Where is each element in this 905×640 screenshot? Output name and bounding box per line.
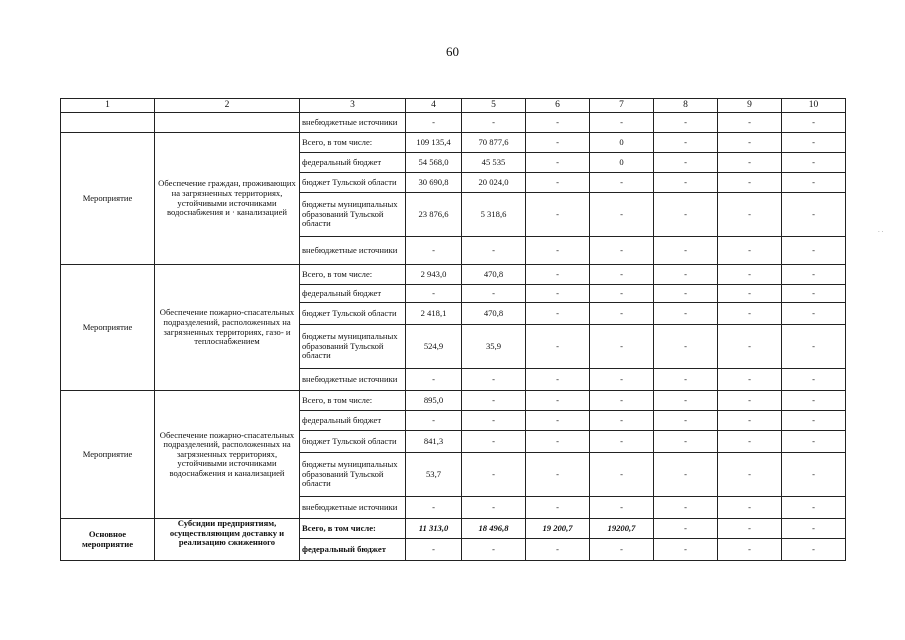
value-cell: - xyxy=(718,173,782,193)
value-cell: - xyxy=(718,431,782,453)
value-cell: - xyxy=(526,411,590,431)
header-row xyxy=(61,99,846,113)
activity-description-cell: Обеспечение пожарно-спасательных подразделений, расположенных на загрязненных территориях, газо- и теплоснабжением xyxy=(155,265,300,391)
value-cell: - xyxy=(590,369,654,391)
value-cell: - xyxy=(654,133,718,153)
activity-type-cell: Мероприятие xyxy=(61,265,155,391)
value-cell: - xyxy=(718,193,782,237)
value-cell: - xyxy=(526,193,590,237)
value-cell: - xyxy=(654,153,718,173)
value-cell: - xyxy=(590,497,654,519)
value-cell: - xyxy=(782,237,846,265)
header-cell: 2 xyxy=(155,99,300,113)
value-cell: - xyxy=(718,369,782,391)
value-cell: - xyxy=(526,539,590,561)
value-cell: - xyxy=(526,453,590,497)
table-row xyxy=(61,133,846,153)
value-cell: - xyxy=(654,237,718,265)
value-cell: 11 313,0 xyxy=(406,519,462,539)
value-cell: - xyxy=(526,237,590,265)
value-cell: - xyxy=(462,497,526,519)
value-cell: - xyxy=(526,173,590,193)
value-cell: 524,9 xyxy=(406,325,462,369)
value-cell: - xyxy=(718,113,782,133)
value-cell: - xyxy=(654,369,718,391)
value-cell: 70 877,6 xyxy=(462,133,526,153)
value-cell: - xyxy=(590,391,654,411)
table-body xyxy=(61,99,846,561)
value-cell: - xyxy=(654,391,718,411)
value-cell: 2 943,0 xyxy=(406,265,462,285)
source-cell: Всего, в том числе: xyxy=(300,391,406,411)
value-cell: 841,3 xyxy=(406,431,462,453)
value-cell: - xyxy=(782,173,846,193)
value-cell: - xyxy=(782,369,846,391)
value-cell: 2 418,1 xyxy=(406,303,462,325)
value-cell: - xyxy=(718,237,782,265)
value-cell: 53,7 xyxy=(406,453,462,497)
value-cell: - xyxy=(782,113,846,133)
source-cell: федеральный бюджет xyxy=(300,539,406,561)
value-cell: - xyxy=(782,453,846,497)
value-cell: 470,8 xyxy=(462,265,526,285)
value-cell: 18 496,8 xyxy=(462,519,526,539)
value-cell: - xyxy=(406,539,462,561)
value-cell: - xyxy=(654,497,718,519)
value-cell: - xyxy=(782,391,846,411)
value-cell: 19 200,7 xyxy=(526,519,590,539)
value-cell: - xyxy=(718,285,782,303)
value-cell: - xyxy=(782,193,846,237)
header-cell: 3 xyxy=(300,99,406,113)
value-cell: - xyxy=(590,431,654,453)
value-cell: - xyxy=(782,265,846,285)
value-cell: - xyxy=(718,497,782,519)
value-cell: 30 690,8 xyxy=(406,173,462,193)
value-cell: 23 876,6 xyxy=(406,193,462,237)
value-cell: - xyxy=(654,193,718,237)
value-cell: - xyxy=(782,285,846,303)
value-cell: - xyxy=(654,113,718,133)
value-cell: - xyxy=(462,539,526,561)
header-cell: 4 xyxy=(406,99,462,113)
value-cell: - xyxy=(718,153,782,173)
activity-description-cell: Обеспечение пожарно-спасательных подразделений, расположенных на загрязненных территориях, устойчивыми источниками водоснабжения и канализацией xyxy=(155,391,300,519)
value-cell: - xyxy=(590,193,654,237)
value-cell: - xyxy=(654,325,718,369)
source-cell: федеральный бюджет xyxy=(300,153,406,173)
table-row xyxy=(61,391,846,411)
budget-table xyxy=(60,98,846,561)
source-cell: бюджет Тульской области xyxy=(300,431,406,453)
value-cell: - xyxy=(590,173,654,193)
activity-type-cell: Мероприятие xyxy=(61,133,155,265)
value-cell: 19200,7 xyxy=(590,519,654,539)
header-cell: 9 xyxy=(718,99,782,113)
value-cell: - xyxy=(462,391,526,411)
value-cell: 0 xyxy=(590,133,654,153)
value-cell: - xyxy=(526,265,590,285)
value-cell: - xyxy=(654,519,718,539)
value-cell: - xyxy=(526,113,590,133)
empty-cell xyxy=(155,113,300,133)
value-cell: - xyxy=(462,411,526,431)
value-cell: 35,9 xyxy=(462,325,526,369)
value-cell: - xyxy=(526,325,590,369)
source-cell: бюджеты муниципальных образований Тульской области xyxy=(300,325,406,369)
value-cell: - xyxy=(462,369,526,391)
header-cell: 1 xyxy=(61,99,155,113)
source-cell: Всего, в том числе: xyxy=(300,133,406,153)
value-cell: - xyxy=(654,303,718,325)
activity-type-cell: Основное мероприятие xyxy=(61,519,155,561)
value-cell: - xyxy=(782,153,846,173)
value-cell: - xyxy=(718,539,782,561)
value-cell: - xyxy=(462,285,526,303)
value-cell: - xyxy=(526,497,590,519)
value-cell: - xyxy=(718,453,782,497)
value-cell: - xyxy=(782,303,846,325)
value-cell: - xyxy=(526,431,590,453)
value-cell: - xyxy=(590,539,654,561)
value-cell: - xyxy=(406,369,462,391)
activity-description-cell: Субсидии предприятиям, осуществляющим доставку и реализацию сжиженного xyxy=(155,519,300,561)
value-cell: - xyxy=(462,431,526,453)
value-cell: - xyxy=(406,411,462,431)
value-cell: - xyxy=(590,411,654,431)
value-cell: - xyxy=(718,519,782,539)
table-row xyxy=(61,519,846,539)
value-cell: - xyxy=(590,453,654,497)
value-cell: - xyxy=(782,519,846,539)
value-cell: - xyxy=(462,113,526,133)
value-cell: 45 535 xyxy=(462,153,526,173)
value-cell: - xyxy=(526,285,590,303)
source-cell: бюджеты муниципальных образований Тульской области xyxy=(300,193,406,237)
value-cell: - xyxy=(590,303,654,325)
value-cell: - xyxy=(654,265,718,285)
value-cell: - xyxy=(590,113,654,133)
header-cell: 6 xyxy=(526,99,590,113)
source-cell: внебюджетные источники xyxy=(300,237,406,265)
value-cell: 5 318,6 xyxy=(462,193,526,237)
header-cell: 8 xyxy=(654,99,718,113)
activity-type-cell: Мероприятие xyxy=(61,391,155,519)
value-cell: - xyxy=(590,285,654,303)
value-cell: - xyxy=(718,411,782,431)
value-cell: - xyxy=(406,113,462,133)
table-row xyxy=(61,265,846,285)
source-cell: федеральный бюджет xyxy=(300,411,406,431)
value-cell: 470,8 xyxy=(462,303,526,325)
value-cell: - xyxy=(654,285,718,303)
source-cell: федеральный бюджет xyxy=(300,285,406,303)
value-cell: - xyxy=(406,237,462,265)
value-cell: - xyxy=(782,431,846,453)
source-cell: Всего, в том числе: xyxy=(300,265,406,285)
value-cell: 109 135,4 xyxy=(406,133,462,153)
source-cell: внебюджетные источники xyxy=(300,113,406,133)
stray-mark: . . xyxy=(878,226,884,234)
value-cell: - xyxy=(718,325,782,369)
source-cell: внебюджетные источники xyxy=(300,369,406,391)
value-cell: - xyxy=(654,173,718,193)
value-cell: - xyxy=(782,497,846,519)
value-cell: - xyxy=(526,153,590,173)
value-cell: - xyxy=(590,237,654,265)
source-cell: бюджет Тульской области xyxy=(300,173,406,193)
source-cell: бюджет Тульской области xyxy=(300,303,406,325)
value-cell: - xyxy=(718,265,782,285)
value-cell: 0 xyxy=(590,153,654,173)
value-cell: - xyxy=(526,133,590,153)
empty-cell xyxy=(61,113,155,133)
value-cell: - xyxy=(406,285,462,303)
value-cell: - xyxy=(782,539,846,561)
value-cell: - xyxy=(654,411,718,431)
header-cell: 10 xyxy=(782,99,846,113)
value-cell: - xyxy=(526,369,590,391)
value-cell: - xyxy=(526,303,590,325)
value-cell: - xyxy=(782,325,846,369)
value-cell: 895,0 xyxy=(406,391,462,411)
value-cell: - xyxy=(718,133,782,153)
source-cell: внебюджетные источники xyxy=(300,497,406,519)
table-row xyxy=(61,113,846,133)
value-cell: 20 024,0 xyxy=(462,173,526,193)
value-cell: - xyxy=(590,265,654,285)
page-number: 60 xyxy=(446,44,459,59)
value-cell: - xyxy=(590,325,654,369)
value-cell: - xyxy=(782,411,846,431)
header-cell: 5 xyxy=(462,99,526,113)
source-cell: Всего, в том числе: xyxy=(300,519,406,539)
value-cell: - xyxy=(462,237,526,265)
value-cell: - xyxy=(654,539,718,561)
value-cell: - xyxy=(406,497,462,519)
activity-description-cell: Обеспечение граждан, проживающих на загрязненных территориях, устойчивыми источниками водоснабжения и · канализацией xyxy=(155,133,300,265)
value-cell: - xyxy=(718,303,782,325)
value-cell: 54 568,0 xyxy=(406,153,462,173)
value-cell: - xyxy=(526,391,590,411)
source-cell: бюджеты муниципальных образований Тульской области xyxy=(300,453,406,497)
value-cell: - xyxy=(654,453,718,497)
header-cell: 7 xyxy=(590,99,654,113)
value-cell: - xyxy=(654,431,718,453)
value-cell: - xyxy=(462,453,526,497)
value-cell: - xyxy=(782,133,846,153)
value-cell: - xyxy=(718,391,782,411)
